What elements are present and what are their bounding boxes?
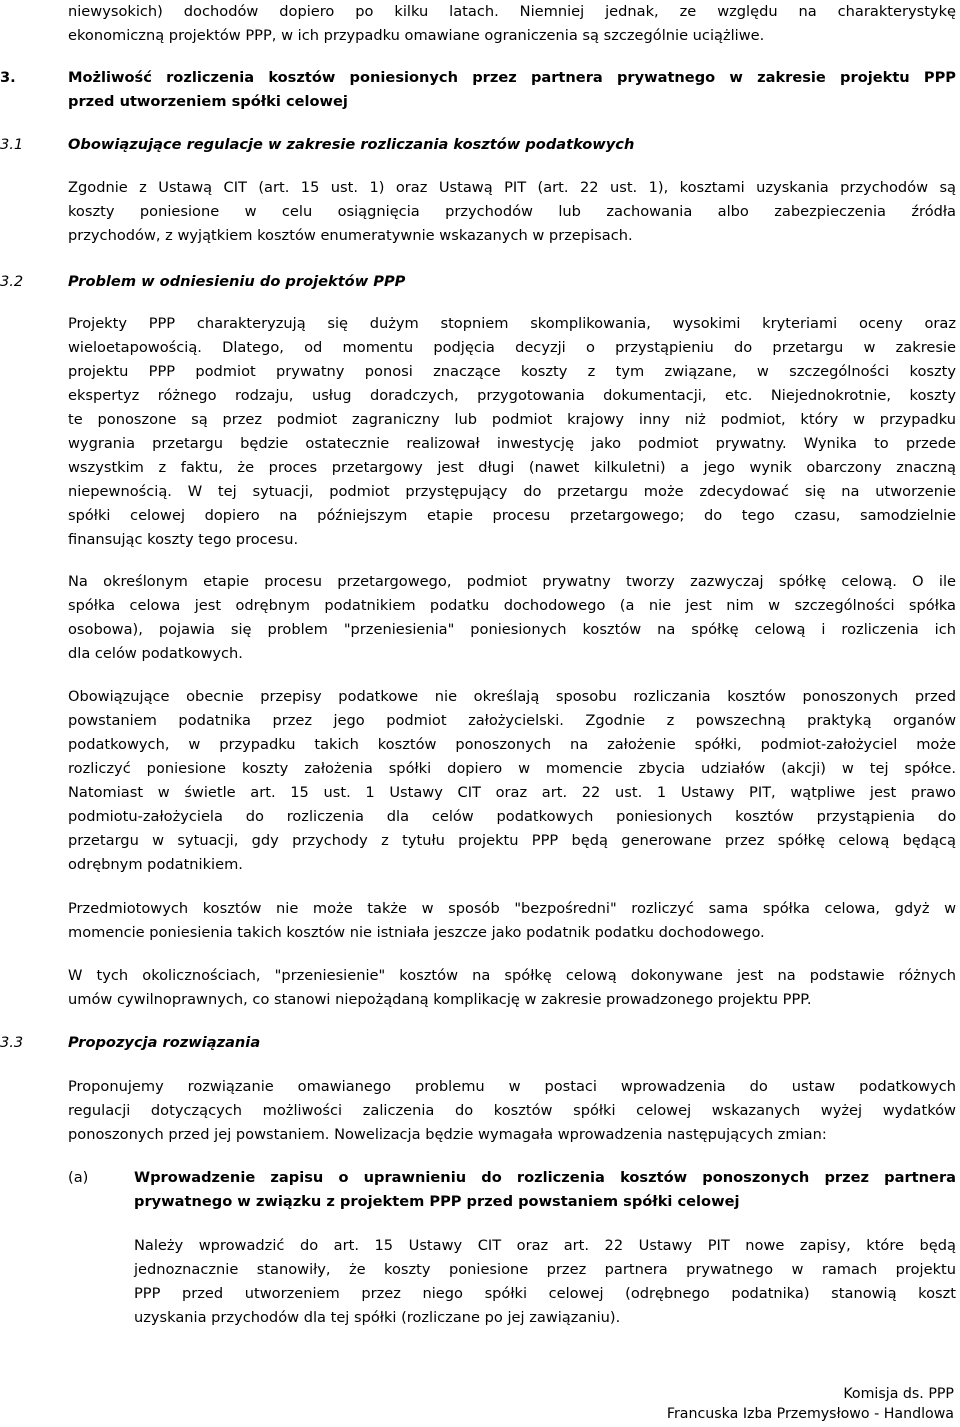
paragraph (68, 1075, 956, 1147)
paragraph (68, 176, 956, 248)
list-item-body (134, 1234, 956, 1330)
text-line: przed utworzeniem spółki celowej (68, 93, 348, 110)
text-line: ekspertyz różnego rodzaju, usług doradczych, przygotowania dokumentacji, etc. Niejednokrotnie, koszty (68, 387, 956, 404)
list-item-label: (a) (68, 1169, 89, 1186)
text-line: regulacji dotyczących możliwości zaliczenia do kosztów spółki celowej wskazanych wyżej wydatków (68, 1102, 956, 1119)
paragraph (68, 897, 956, 945)
list-item-title (134, 1166, 956, 1214)
paragraph (68, 570, 956, 666)
paragraph (68, 964, 956, 1012)
text-line: uzyskania przychodów dla tej spółki (rozliczane po jej zawiązaniu). (134, 1309, 621, 1326)
subsection-title: Problem w odniesieniu do projektów PPP (68, 273, 406, 290)
text-line: odrębnym podatnikiem. (68, 856, 243, 873)
text-line: Należy wprowadzić do art. 15 Ustawy CIT oraz art. 22 Ustawy PIT nowe zapisy, które będą (134, 1237, 956, 1254)
section-number: 3. (0, 69, 16, 86)
text-line: wygrania przetargu będzie ostatecznie realizował inwestycję jako podmiot prywatny. Wynika to przede (68, 435, 956, 452)
text-line: momencie poniesienia takich kosztów nie istniała jeszcze jako podatnik podatku dochodowego. (68, 924, 765, 941)
text-line: Natomiast w świetle art. 15 ust. 1 Ustawy CIT oraz art. 22 ust. 1 Ustawy PIT, wątpliwe jest prawo (68, 784, 956, 801)
subsection-title: Propozycja rozwiązania (68, 1034, 261, 1051)
text-line: osobowa), pojawia się problem "przeniesienia" poniesionych kosztów na spółkę celową i rozliczenia ich (68, 621, 956, 638)
subsection-number: 3.1 (0, 136, 24, 153)
text-line: podatkowych, w przypadku takich kosztów ponoszonych na założenie spółki, podmiot-założyciel może (68, 736, 956, 753)
text-line: przetargu w sytuacji, gdy przychody z tytułu projektu PPP będą generowane przez spółkę celową będącą (68, 832, 956, 849)
text-line: spółka celowa jest odrębnym podatnikiem podatku dochodowego (a nie jest nim w szczególności spółka (68, 597, 956, 614)
text-line: prywatnego w związku z projektem PPP przed powstaniem spółki celowej (134, 1193, 740, 1210)
subsection-number: 3.2 (0, 273, 24, 290)
text-line: przychodów, z wyjątkiem kosztów enumeratywnie wskazanych w przepisach. (68, 227, 633, 244)
text-line: powstaniem podatnika przez jego podmiot założycielski. Zgodnie z powszechną praktyką organów (68, 712, 956, 729)
footer-organization: Francuska Izba Przemysłowo - Handlowa (666, 1406, 954, 1422)
text-line: niepewnością. W tej sytuacji, podmiot przystępujący do przetargu może zdecydować się na utworzenie (68, 483, 956, 500)
text-line: projektu PPP podmiot prywatny ponosi znaczące koszty z tym związane, w szczególności koszty (68, 363, 956, 380)
text-line: wieloetapowością. Dlatego, od momentu podjęcia decyzji o przystąpieniu do przetargu w zakresie (68, 339, 956, 356)
text-line: spółki celowej dopiero na późniejszym etapie procesu przetargowego; do tego czasu, samodzielnie (68, 507, 956, 524)
page-footer (667, 1384, 954, 1424)
text-line: Przedmiotowych kosztów nie może także w sposób "bezpośredni" rozliczyć sama spółka celowa, gdyż w (68, 900, 956, 917)
text-line: jednoznacznie stanowiły, że koszty poniesione przez partnera prywatnego w ramach projektu (134, 1261, 956, 1278)
text-line: PPP przed utworzeniem przez niego spółki celowej (odrębnego podatnika) stanowią koszt (134, 1285, 956, 1302)
text-line: Na określonym etapie procesu przetargowego, podmiot prywatny tworzy zazwyczaj spółkę celową. O ile (68, 573, 956, 590)
subsection-number: 3.3 (0, 1034, 24, 1051)
text-line: niewysokich) dochodów dopiero po kilku latach. Niemniej jednak, ze względu na charakterystykę (68, 3, 956, 20)
text-line: ponoszonych przed jej powstaniem. Nowelizacja będzie wymagała wprowadzenia następujących zmian: (68, 1126, 827, 1143)
footer-committee: Komisja ds. PPP (843, 1386, 954, 1402)
text-line: dla celów podatkowych. (68, 645, 243, 662)
text-line: Proponujemy rozwiązanie omawianego problemu w postaci wprowadzenia do ustaw podatkowych (68, 1078, 956, 1095)
text-line: Obowiązujące obecnie przepisy podatkowe nie określają sposobu rozliczania kosztów ponoszonych przed (68, 688, 956, 705)
text-line: rozliczyć poniesione koszty założenia spółki dopiero w momencie zbycia udziałów (akcji) w tej spółce. (68, 760, 956, 777)
text-line: wszystkim z faktu, że proces przetargowy jest długi (nawet kilkuletni) a jego wynik obarczony znaczną (68, 459, 956, 476)
intro-paragraph (68, 0, 956, 48)
paragraph (68, 312, 956, 552)
text-line: finansując koszty tego procesu. (68, 531, 299, 548)
text-line: te ponoszone są przez podmiot zagraniczny lub podmiot krajowy inny niż podmiot, który w przypadku (68, 411, 956, 428)
text-line: Możliwość rozliczenia kosztów poniesionych przez partnera prywatnego w zakresie projektu PPP (68, 69, 956, 86)
text-line: ekonomiczną projektów PPP, w ich przypadku omawiane ograniczenia są szczególnie uciążliwe. (68, 27, 765, 44)
text-line: W tych okolicznościach, "przeniesienie" kosztów na spółkę celową dokonywane jest na podstawie różnych (68, 967, 956, 984)
text-line: Projekty PPP charakteryzują się dużym stopniem skomplikowania, wysokimi kryteriami oceny oraz (68, 315, 956, 332)
section-title (68, 66, 956, 114)
text-line: podmiotu-założyciela do rozliczenia dla celów podatkowych poniesionych kosztów przystąpienia do (68, 808, 956, 825)
subsection-title: Obowiązujące regulacje w zakresie rozliczania kosztów podatkowych (68, 136, 635, 153)
text-line: Zgodnie z Ustawą CIT (art. 15 ust. 1) oraz Ustawą PIT (art. 22 ust. 1), kosztami uzyskania przychodów są (68, 179, 956, 196)
text-line: Wprowadzenie zapisu o uprawnieniu do rozliczenia kosztów ponoszonych przez partnera (134, 1169, 956, 1186)
text-line: koszty poniesione w celu osiągnięcia przychodów lub zachowania albo zabezpieczenia źródła (68, 203, 956, 220)
paragraph (68, 685, 956, 877)
text-line: umów cywilnoprawnych, co stanowi niepożądaną komplikację w zakresie prowadzonego projektu PPP. (68, 991, 812, 1008)
